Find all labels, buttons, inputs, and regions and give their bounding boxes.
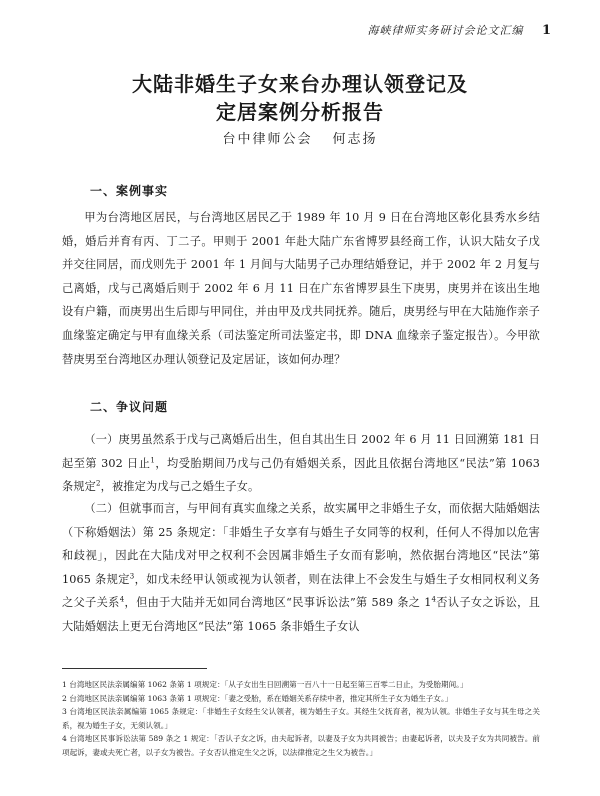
footnote-ref[interactable]: 4 bbox=[431, 595, 437, 604]
footnote-ref[interactable]: 2 bbox=[96, 479, 101, 488]
running-header bbox=[367, 22, 552, 38]
journal-name: 海峡律师实务研讨会论文汇编 bbox=[367, 24, 524, 37]
footnote-item: 2 台湾地区民法亲属编第 1063 条第 1 项规定：「妻之受胎，系在婚姻关系存续中者，推定其所生子女为婚生子女。」 bbox=[62, 693, 453, 703]
paper-title bbox=[0, 70, 600, 126]
footnote-item: 4 台湾地区民事诉讼法第 589 条之 1 规定：「否认子女之诉，由夫起诉者，以妻及子女为共同被告；由妻起诉者，以夫及子女为共同被告。前项起诉，妻或夫死亡者，以子女为被告。子女否认推定生父之诉，以法律推定之生父为被告。」 bbox=[62, 734, 540, 757]
title-line-1: 大陆非婚生子女来台办理认领登记及 bbox=[132, 72, 468, 96]
paragraph-issue-1 bbox=[62, 428, 540, 499]
issue-2-text-a: （二）但就事而言，与甲间有真实血缘之关系，故实属甲之非婚生子女，而依据大陆婚姻法（下称婚姻法）第 25 条规定：「非婚生子女享有与婚生子女同等的权利，任何人不得加以危害和歧视」，因此在大陆戊对甲之权利不会因属非婚生子女而有影响，然依据台湾地区“民法”第 1065 条规定 bbox=[62, 502, 540, 586]
issue-2-text-b: ，如戊未经甲认领或视为认领者，则在法律上不会发生与婚生子女相同权利义务之父子关系 bbox=[62, 572, 540, 610]
author-org: 台中律师公会 bbox=[222, 132, 313, 147]
footnotes bbox=[62, 678, 540, 760]
footnote-item: 1 台湾地区民法亲属编第 1062 条第 1 项规定：「从子女出生日回溯第一百八十一日起至第三百零二日止，为受胎期间。」 bbox=[62, 680, 468, 689]
issue-2-text-d: 否认子女之诉讼，且大陆婚姻法上更无台湾地区“民法”第 1065 条非婚生子女认 bbox=[62, 596, 540, 633]
title-line-2: 定居案例分析报告 bbox=[216, 100, 384, 124]
author-line bbox=[0, 128, 600, 147]
issue-2-text-c: ，但由于大陆并无如同台湾地区“民事诉讼法”第 589 条之 1 bbox=[124, 596, 432, 610]
footnote-divider bbox=[62, 668, 207, 669]
section-heading-issues: 二、争议问题 bbox=[90, 400, 169, 414]
footnote-ref[interactable]: 4 bbox=[119, 595, 125, 604]
issue-1-text-b: ，均受胎期间乃戊与己仍有婚姻关系，因此且依据台湾地区“民法”第 1063 条规定 bbox=[62, 456, 540, 494]
paragraph-case-facts: 甲为台湾地区居民，与台湾地区居民乙于 1989 年 10 月 9 日在台湾地区彰化县秀水乡结婚，婚后并育有丙、丁二子。甲则于 2001 年赴大陆广东省博罗县经商工作，认识大陆女子戊并交往同居，而戊则先于 2001 年 1 月间与大陆男子己办理结婚登记，并于 2002 年 2 月复与己离婚，戊与己离婚后则于 2002 年 6 月 11 日在广东省博罗县生下庚男，庚男并在该出生地设有户籍，而庚男出生后即与甲同住，并由甲及戊共同抚养。随后，庚男经与甲在大陆施作亲子血缘鉴定确定与甲有血缘关系（司法鉴定所司法鉴定书，即 DNA 血缘亲子鉴定报告）。今甲欲替庚男至台湾地区办理认领登记及定居证，该如何办理？ bbox=[62, 211, 540, 366]
section-heading-facts: 一、案例事实 bbox=[90, 184, 169, 198]
footnote-ref[interactable]: 1 bbox=[150, 455, 155, 464]
issue-1-text-c: ，被推定为戊与己之婚生子女。 bbox=[100, 480, 260, 494]
footnote-ref[interactable]: 3 bbox=[129, 572, 135, 581]
footnote-item: 3 台湾地区民法亲属编第 1065 条规定：「非婚生子女经生父认领者，视为婚生子女。其经生父抚育者，视为认领。非婚生子女与其生母之关系，视为婚生子女，无须认领。」 bbox=[62, 707, 540, 730]
issue-1-text-a: （一）庚男虽然系于戊与己离婚后出生，但自其出生日 2002 年 6 月 11 日回溯第 181 日起至第 302 日止 bbox=[62, 433, 540, 470]
author-name: 何志扬 bbox=[332, 132, 378, 147]
paragraph-issue-2 bbox=[62, 497, 540, 639]
page-number: 1 bbox=[541, 23, 552, 38]
